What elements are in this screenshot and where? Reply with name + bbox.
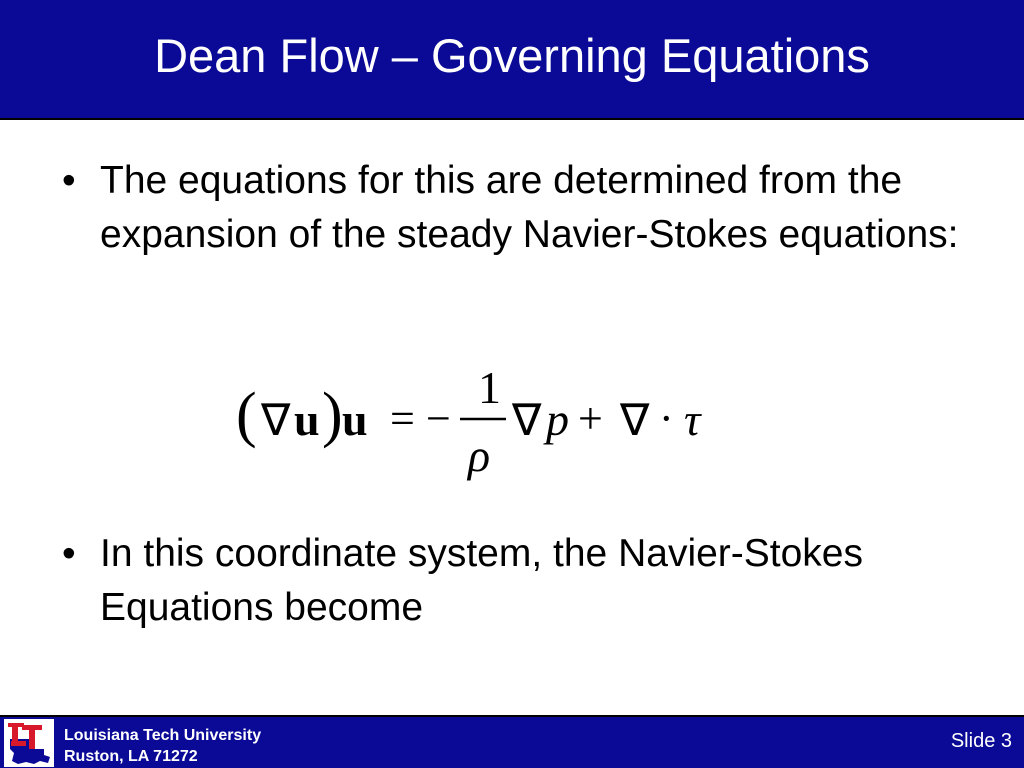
bullet-marker: •: [62, 159, 76, 202]
footer-bar: [0, 715, 1024, 768]
louisiana-tech-logo-icon: [4, 719, 54, 767]
equation-p: p: [546, 394, 569, 445]
equation-plus: +: [578, 394, 603, 443]
bullet-marker: •: [62, 532, 76, 575]
slide-title: Dean Flow – Governing Equations: [154, 29, 870, 82]
equation-open-paren: (: [236, 381, 257, 449]
equation-nabla-p: ∇: [512, 396, 542, 445]
equation-u-first: u: [294, 394, 320, 445]
equation-tau: τ: [684, 394, 701, 445]
slide-number: Slide 3: [950, 730, 1012, 752]
institution-name: Louisiana Tech University: [64, 727, 262, 744]
bullet-item: [62, 154, 982, 262]
equation-nabla-u: ∇: [261, 396, 291, 445]
equation-close-paren: ): [322, 381, 343, 449]
bullet-text: In this coordinate system, the Navier-Stokes Equations become: [100, 532, 863, 629]
equation-minus: −: [426, 394, 451, 443]
equation-nabla-tau: ∇: [620, 396, 650, 445]
institution-address: Ruston, LA 71272: [64, 748, 198, 765]
equation-denominator: ρ: [468, 430, 491, 481]
bullet-item: [62, 527, 982, 635]
equation-graphic: [228, 345, 748, 505]
equation-dot: ·: [659, 394, 674, 443]
equation-equals: =: [390, 394, 415, 443]
equation-numerator: 1: [478, 362, 501, 413]
title-bar: [0, 0, 1024, 120]
navier-stokes-equation: [228, 345, 748, 505]
bullet-text: The equations for this are determined from the expansion of the steady Navier-Stokes equations:: [100, 159, 959, 256]
equation-u-second: u: [342, 394, 368, 445]
